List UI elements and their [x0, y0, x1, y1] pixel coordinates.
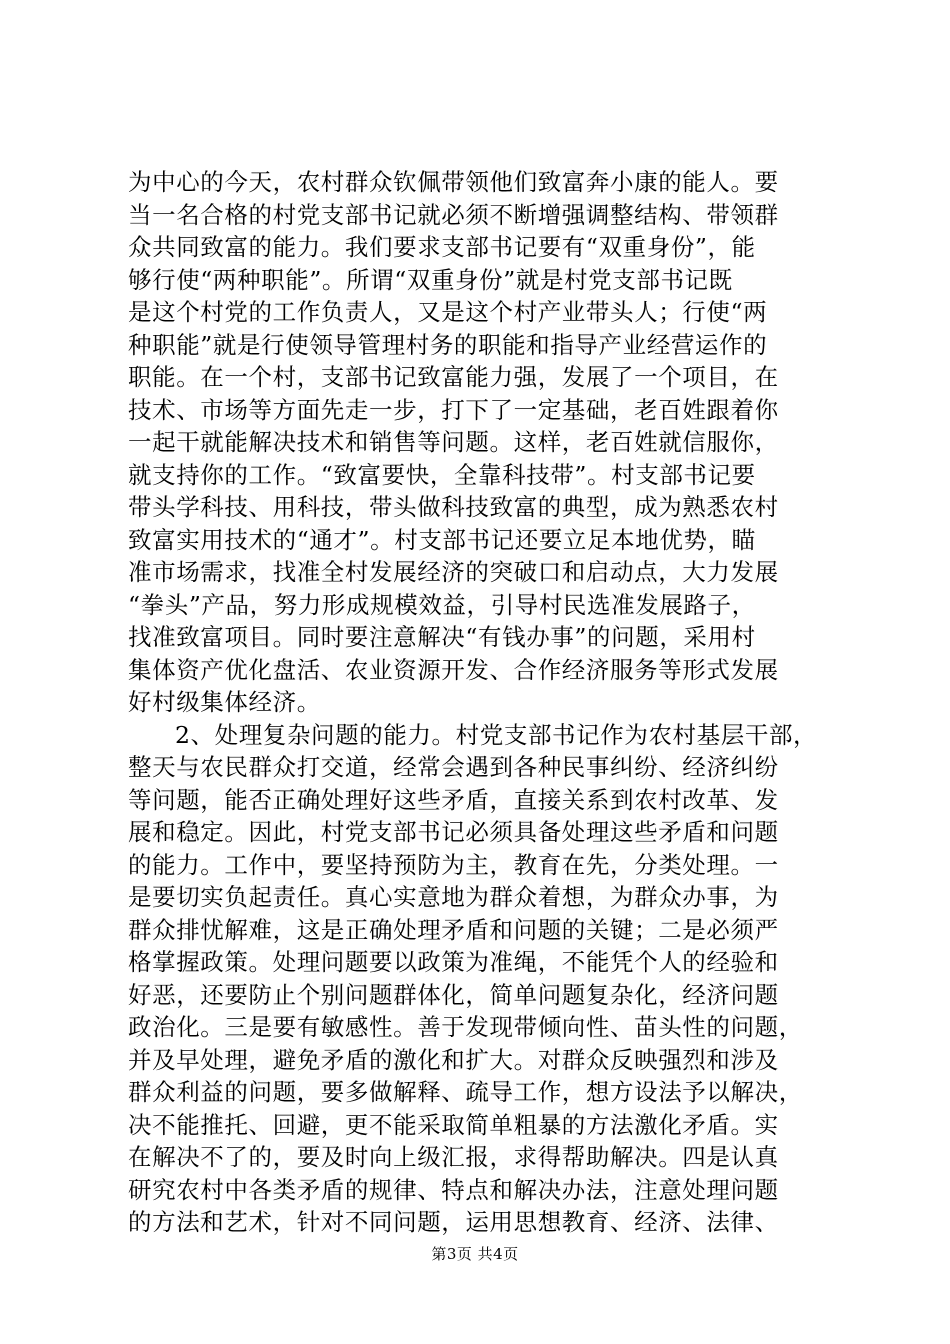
text-line: 决不能推托、回避，更不能采取简单粗暴的方法激化矛盾。实	[128, 1110, 779, 1139]
text-line: 为中心的今天，农村群众钦佩带领他们致富奔小康的能人。要	[128, 168, 779, 196]
text-line: 并及早处理，避免矛盾的激化和扩大。对群众反映强烈和涉及	[128, 1045, 779, 1074]
paragraph-heading-line: 2、处理复杂问题的能力。村党支部书记作为农村基层干部，	[175, 720, 818, 749]
text-line: 格掌握政策。处理问题要以政策为准绳，不能凭个人的经验和	[128, 948, 779, 976]
text-line: 等问题，能否正确处理好这些矛盾，直接关系到农村改革、发	[128, 785, 779, 814]
text-line: 好村级集体经济。	[128, 688, 321, 716]
text-line: 好恶，还要防止个别问题群体化，简单问题复杂化，经济问题	[128, 980, 779, 1009]
text-line: 群众排忧解难，这是正确处理矛盾和问题的关键；二是必须严	[128, 915, 779, 944]
text-line: 政治化。三是要有敏感性。善于发现带倾向性、苗头性的问题，	[128, 1013, 803, 1041]
text-line: “拳头”产品，努力形成规模效益，引导村民选准发展路子，	[128, 590, 756, 619]
text-line: 一起干就能解决技术和销售等问题。这样，老百姓就信服你，	[128, 428, 779, 456]
text-line: 整天与农民群众打交道，经常会遇到各种民事纠纷、经济纠纷	[128, 753, 779, 781]
text-line: 群众利益的问题，要多做解释、疏导工作，想方设法予以解决，	[128, 1078, 803, 1106]
text-line: 技术、市场等方面先走一步，打下了一定基础，老百姓跟着你	[128, 395, 779, 424]
text-line: 是要切实负起责任。真心实意地为群众着想，为群众办事，为	[128, 883, 779, 911]
text-line: 展和稳定。因此，村党支部书记必须具备处理这些矛盾和问题	[128, 818, 779, 846]
text-line: 职能。在一个村，支部书记致富能力强，发展了一个项目，在	[128, 363, 779, 391]
text-line: 众共同致富的能力。我们要求支部书记要有“双重身份”，能	[128, 233, 756, 261]
text-line: 种职能”就是行使领导管理村务的职能和指导产业经营运作的	[128, 330, 768, 359]
text-line: 带头学科技、用科技，带头做科技致富的典型，成为熟悉农村	[128, 493, 779, 521]
page-footer: 第3页 共4页	[431, 1245, 519, 1263]
text-line: 的方法和艺术，针对不同问题，运用思想教育、经济、法律、	[128, 1208, 779, 1236]
text-line: 就支持你的工作。“致富要快，全靠科技带”。村支部书记要	[128, 460, 756, 489]
text-line: 够行使“两种职能”。所谓“双重身份”就是村党支部书记既	[128, 265, 733, 294]
text-line: 当一名合格的村党支部书记就必须不断增强调整结构、带领群	[128, 200, 779, 229]
text-line: 准市场需求，找准全村发展经济的突破口和启动点，大力发展	[128, 558, 779, 586]
text-line: 的能力。工作中，要坚持预防为主，教育在先，分类处理。一	[128, 850, 779, 879]
text-line: 致富实用技术的“通才”。村支部书记还要立足本地优势，瞄	[128, 525, 756, 554]
text-line: 找准致富项目。同时要注意解决“有钱办事”的问题，采用村	[128, 623, 756, 651]
body-text	[128, 166, 836, 1239]
text-line: 研究农村中各类矛盾的规律、特点和解决办法，注意处理问题	[128, 1175, 779, 1204]
text-line: 是这个村党的工作负责人，又是这个村产业带头人；行使“两	[128, 298, 768, 326]
text-line: 集体资产优化盘活、农业资源开发、合作经济服务等形式发展	[128, 655, 779, 684]
text-line: 在解决不了的，要及时向上级汇报，求得帮助解决。四是认真	[128, 1143, 779, 1171]
